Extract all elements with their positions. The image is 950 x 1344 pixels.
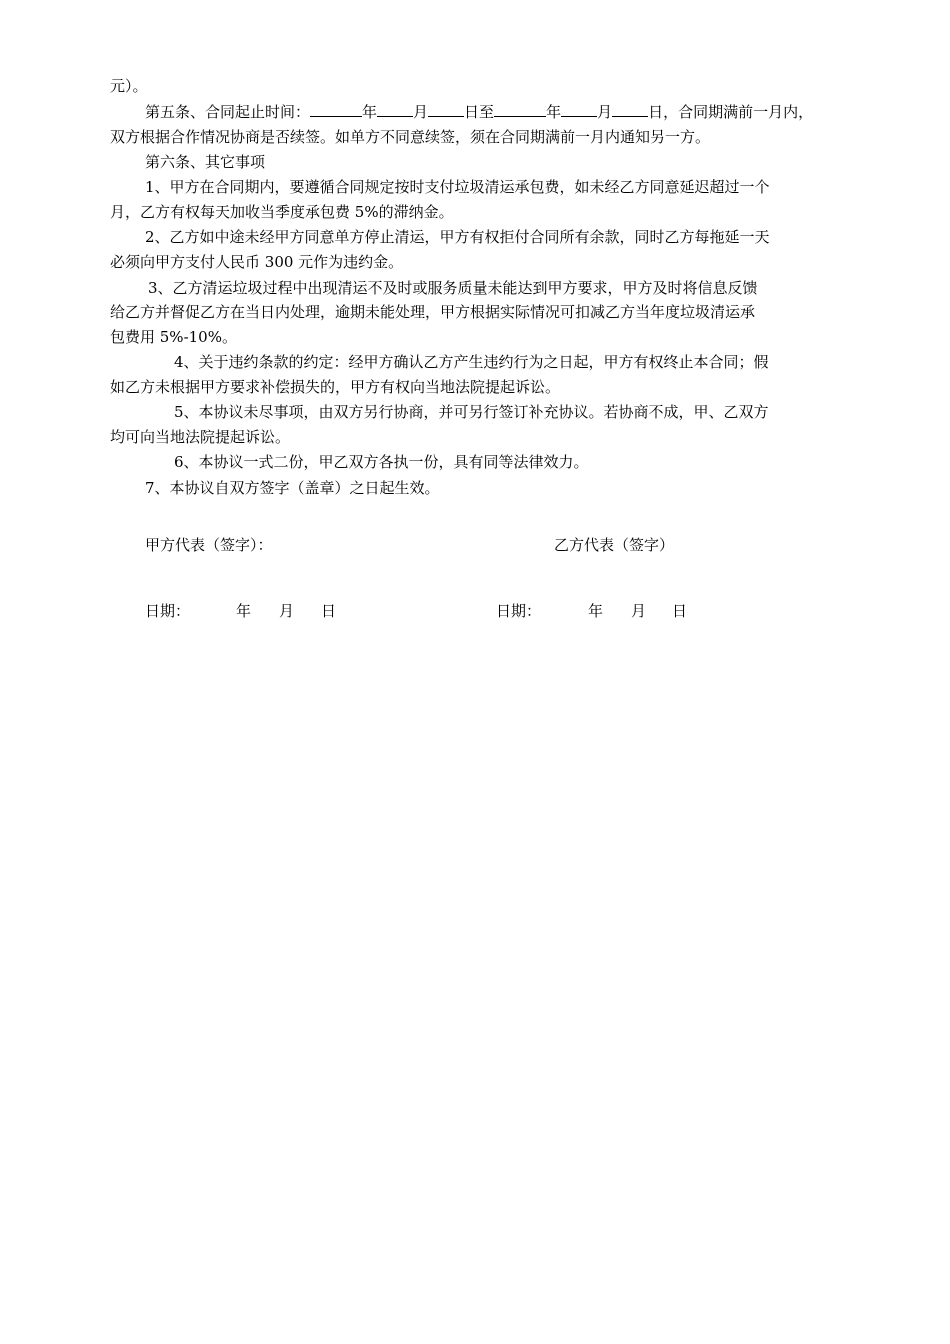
month-label: 月	[597, 103, 613, 121]
text-line: 包费用 5%-10%。	[110, 328, 237, 346]
text-line: 6、本协议一式二份，甲乙双方各执一份，具有同等法律效力。	[174, 453, 589, 471]
party-b-date-month: 月	[631, 602, 647, 620]
text-line: 必须向甲方支付人民币 300 元作为违约金。	[110, 253, 404, 271]
text-line: 7、本协议自双方签字（盖章）之日起生效。	[145, 479, 440, 497]
party-b-signature-label: 乙方代表（签字）	[554, 536, 675, 554]
article-5-line	[145, 100, 813, 124]
text-line: 5、本协议未尽事项，由双方另行协商，并可另行签订补充协议。若协商不成，甲、乙双方	[174, 403, 769, 421]
text-line: 2、乙方如中途未经甲方同意单方停止清运，甲方有权拒付合同所有余款，同时乙方每拖延一天	[145, 228, 770, 246]
year-label: 年	[546, 103, 562, 121]
text-line: 如乙方未根据甲方要求补偿损失的，甲方有权向当地法院提起诉讼。	[110, 378, 561, 396]
blank-field	[612, 102, 648, 117]
party-a-date-month: 月	[279, 602, 295, 620]
text-line: 元）。	[110, 77, 148, 95]
text-line: 月，乙方有权每天加收当季度承包费 5%的滞纳金。	[110, 203, 454, 221]
text-line: 均可向当地法院提起诉讼。	[110, 428, 291, 446]
day-label: 日	[648, 103, 664, 121]
blank-field	[494, 102, 546, 117]
blank-field	[377, 102, 413, 117]
text-line: 1、甲方在合同期内，要遵循合同规定按时支付垃圾清运承包费，如未经乙方同意延迟超过一个	[145, 178, 770, 196]
section-heading: 第六条、其它事项	[145, 153, 266, 171]
blank-field	[310, 102, 362, 117]
party-b-date-year: 年	[588, 602, 604, 620]
party-a-signature-label: 甲方代表（签字）：	[145, 536, 273, 554]
day-to-label: 日至	[464, 103, 495, 121]
party-a-date-day: 日	[321, 602, 337, 620]
text-line: 双方根据合作情况协商是否续签。如单方不同意续签，须在合同期满前一月内通知另一方。	[110, 128, 711, 146]
text-line: 4、关于违约条款的约定：经甲方确认乙方产生违约行为之日起，甲方有权终止本合同；假	[174, 353, 769, 371]
month-label: 月	[413, 103, 429, 121]
blank-field	[561, 102, 597, 117]
text-line: 给乙方并督促乙方在当日内处理，逾期未能处理，甲方根据实际情况可扣减乙方当年度垃圾清运承	[110, 303, 756, 321]
party-b-date-label: 日期：	[496, 602, 542, 620]
article-5-prefix: 第五条、合同起止时间：	[145, 103, 311, 121]
text-line: 3、乙方清运垃圾过程中出现清运不及时或服务质量未能达到甲方要求，甲方及时将信息反馈	[148, 279, 758, 297]
party-a-date-year: 年	[236, 602, 252, 620]
year-label: 年	[362, 103, 378, 121]
article-5-suffix: ，合同期满前一月内，	[663, 103, 814, 121]
party-b-date-day: 日	[672, 602, 688, 620]
blank-field	[428, 102, 464, 117]
party-a-date-label: 日期：	[145, 602, 191, 620]
